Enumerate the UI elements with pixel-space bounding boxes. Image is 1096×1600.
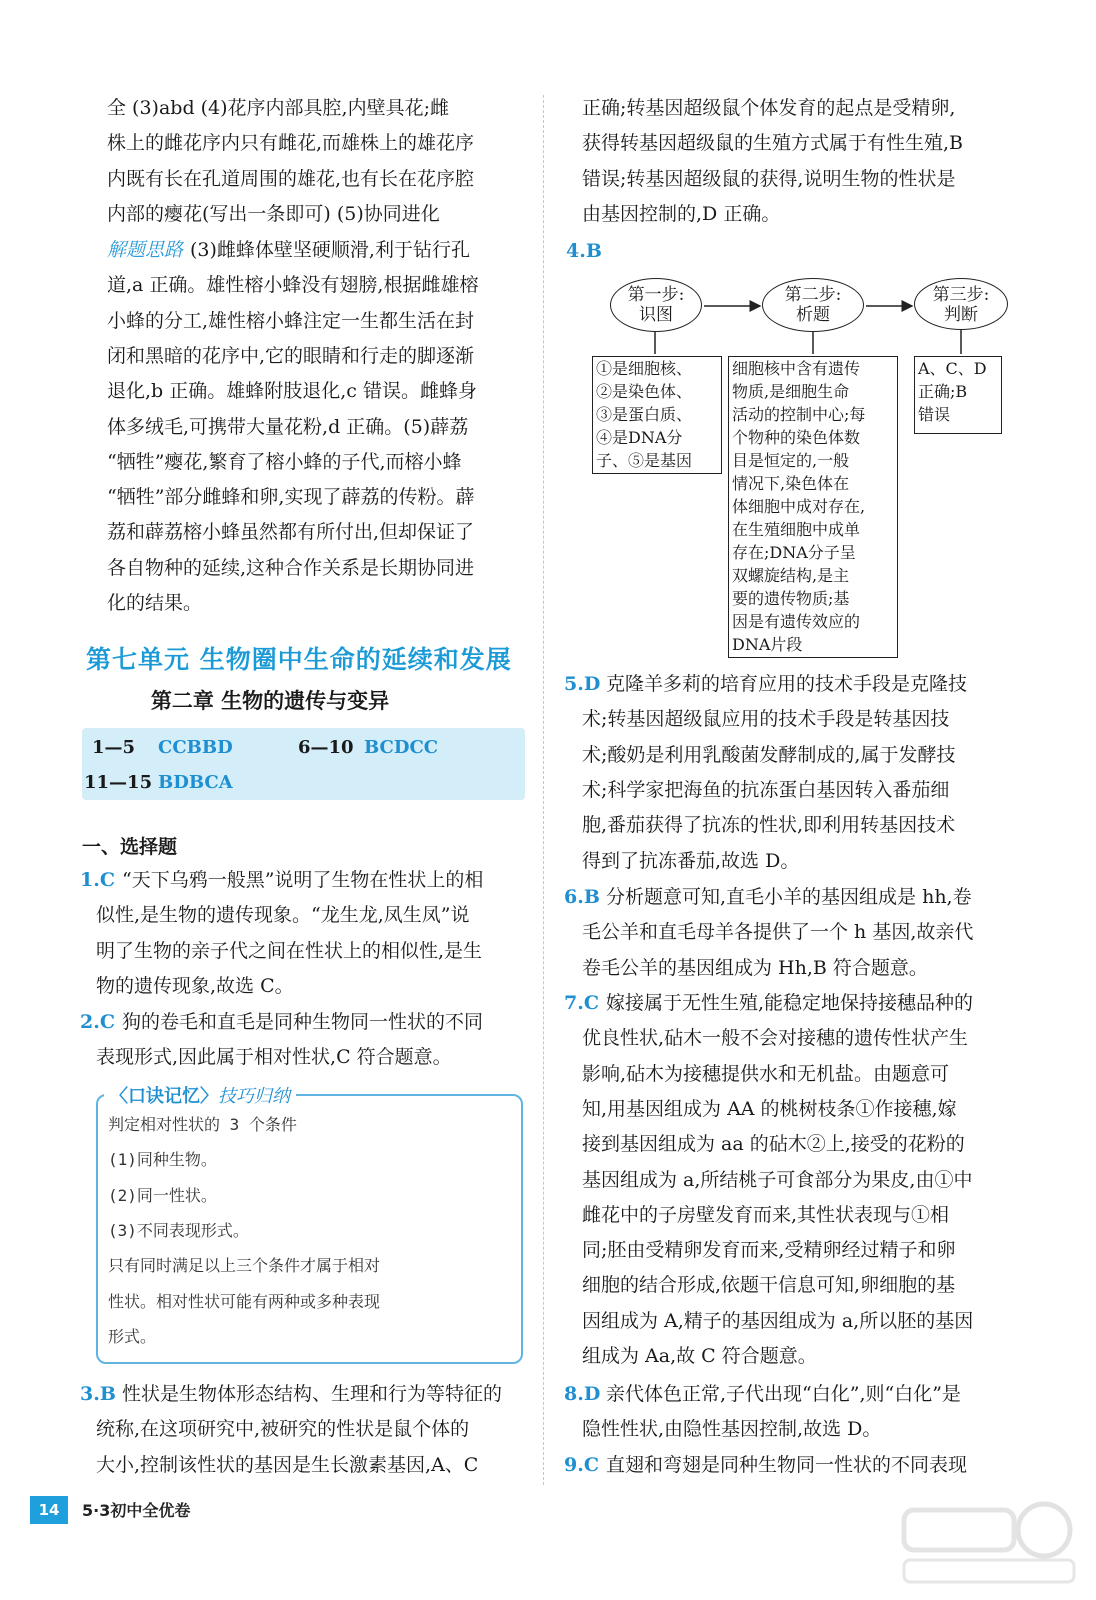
flow-text-line: ①是细胞核、 [596, 359, 693, 378]
question-number: 5.D [564, 673, 601, 695]
flow-text-line: ②是染色体、 [596, 382, 693, 401]
flow-text-line: ④是DNA分 [596, 428, 683, 447]
text-line: 退化,b 正确。雄蜂附肢退化,c 错误。雌蜂身 [107, 380, 477, 403]
flow-text-line: 在生殖细胞中成单 [732, 520, 861, 539]
flow-text-line: 双螺旋结构,是主 [732, 566, 850, 585]
unit-title: 第七单元 生物圈中生命的延续和发展 [86, 645, 512, 674]
text-line: 表现形式,因此属于相对性状,C 符合题意。 [96, 1046, 452, 1069]
text-line: 直翅和弯翅是同种生物同一性状的不同表现 [606, 1454, 968, 1476]
text-line: 狗的卷毛和直毛是同种生物同一性状的不同 [122, 1011, 484, 1033]
flow-diagram [580, 272, 1030, 672]
step2-ellipse [762, 278, 864, 332]
text-line: 获得转基因超级鼠的生殖方式属于有性生殖,B [582, 132, 964, 155]
text-line: 细胞的结合形成,依题干信息可知,卵细胞的基 [582, 1274, 956, 1297]
column-divider [543, 95, 545, 1485]
text-line: 术;酸奶是利用乳酸菌发酵制成的,属于发酵技 [582, 743, 956, 766]
flow-text-line: 要的遗传物质;基 [732, 589, 850, 608]
question-number: 7.C [564, 992, 599, 1014]
text-line: 内既有长在孔道周围的雄花,也有长在花序腔 [107, 167, 475, 190]
text-line: 似性,是生物的遗传现象。“龙生龙,凤生凤”说 [96, 904, 470, 927]
flow-text-line: ③是蛋白质、 [596, 405, 693, 424]
flow-text-line: 个物种的染色体数 [732, 428, 861, 447]
text-line: 内部的瘿花(写出一条即可) (5)协同进化 [107, 202, 440, 225]
text-line: 明了生物的亲子代之间在性状上的相似性,是生 [96, 939, 483, 962]
tip-line: 判定相对性状的 3 个条件 [108, 1115, 297, 1134]
page-number: 14 [30, 1496, 68, 1524]
text-line: 知,用基因组成为 AA 的桃树枝条①作接穗,嫁 [582, 1097, 957, 1120]
step2-label: 第二步: [784, 285, 842, 305]
text-line: 物的遗传现象,故选 C。 [96, 974, 294, 997]
text-line: “牺牲”瘿花,繁育了榕小蜂的子代,而榕小蜂 [107, 450, 462, 473]
text-line: 术;科学家把海鱼的抗冻蛋白基因转入番茄细 [582, 778, 950, 801]
text-line: 荔和薜荔榕小蜂虽然都有所付出,但却保证了 [107, 521, 475, 544]
flow-text-line: 活动的控制中心;每 [732, 405, 866, 424]
answer-values: CCBBD [158, 737, 233, 758]
step3-box [914, 356, 1002, 434]
text-line: 道,a 正确。雄性榕小蜂没有翅膀,根据雌雄榕 [107, 274, 479, 297]
flow-text-line: 物质,是细胞生命 [732, 382, 850, 401]
text-line: 错误;转基因超级鼠的获得,说明生物的性状是 [582, 167, 956, 190]
text-line: 嫁接属于无性生殖,能稳定地保持接穗品种的 [606, 992, 974, 1014]
section-title: 一、选择题 [82, 836, 178, 858]
text-line: 组成为 Aa,故 C 符合题意。 [582, 1345, 817, 1367]
step1-text: 识图 [639, 305, 673, 325]
text-line: 统称,在这项研究中,被研究的性状是鼠个体的 [96, 1418, 470, 1441]
watermark-logo [894, 1490, 1080, 1590]
text-line: 同;胚由受精卵发育而来,受精卵经过精子和卵 [582, 1239, 956, 1262]
text-line: 毛公羊和直毛母羊各提供了一个 h 基因,故亲代 [582, 921, 974, 944]
text-line: 因组成为 A,精子的基因组成为 a,所以胚的基因 [582, 1309, 974, 1332]
text-line: 各自物种的延续,这种合作关系是长期协同进 [107, 556, 475, 579]
answer-range: 11—15 [84, 772, 153, 793]
text-line: 闭和黑暗的花序中,它的眼睛和行走的脚逐渐 [107, 344, 475, 367]
flow-text-line: 错误 [918, 405, 951, 424]
text-line: 亲代体色正常,子代出现“白化”,则“白化”是 [606, 1383, 961, 1405]
question-number: 3.B [80, 1383, 116, 1405]
answer-key-box [82, 728, 525, 800]
step3-text: 判断 [944, 305, 978, 325]
text-line: 卷毛公羊的基因组成为 Hh,B 符合题意。 [582, 956, 928, 979]
step1-label: 第一步: [627, 285, 685, 305]
flow-text-line: DNA片段 [732, 635, 803, 654]
answer-range: 1—5 [92, 737, 136, 758]
text-line: “牺牲”部分雌蜂和卵,实现了薜荔的传粉。薜 [107, 486, 475, 509]
text-line: 正确;转基因超级鼠个体发育的起点是受精卵, [582, 97, 956, 119]
answer-values: BDBCA [158, 772, 233, 793]
text-line: 由基因控制的,D 正确。 [582, 202, 781, 225]
tip-line: 性状。相对性状可能有两种或多种表现 [108, 1291, 381, 1311]
text-line: 体多绒毛,可携带大量花粉,d 正确。(5)薜荔 [107, 415, 469, 438]
text-line: 接到基因组成为 aa 的砧木②上,接受的花粉的 [582, 1133, 965, 1156]
tip-line: 形式。 [108, 1326, 157, 1346]
step1-box [592, 356, 722, 474]
flow-text-line: 子、⑤是基因 [596, 451, 693, 470]
text-line: 全 (3)abd (4)花序内部具腔,内壁具花;雌 [107, 97, 450, 119]
question-4-number: 4.B [566, 240, 602, 262]
tip-heading [104, 1082, 296, 1108]
flow-text-line: A、C、D [918, 359, 987, 378]
tip-heading-sub: 技巧归纳 [218, 1086, 290, 1107]
analysis-label: 解题思路 [107, 239, 184, 261]
text-line: 大小,控制该性状的基因是生长激素基因,A、C [96, 1453, 479, 1476]
text-line: 性状是生物体形态结构、生理和行为等特征的 [122, 1383, 503, 1405]
text-line: 株上的雌花序内只有雌花,而雄株上的雄花序 [107, 132, 475, 155]
text-line: 隐性性状,由隐性基因控制,故选 D。 [582, 1418, 882, 1441]
flow-text-line: 情况下,染色体在 [732, 474, 850, 493]
text-line: 基因组成为 a,所结桃子可食部分为果皮,由①中 [582, 1168, 973, 1191]
chapter-title: 第二章 生物的遗传与变异 [150, 689, 390, 713]
text-line: 优良性状,砧木一般不会对接穗的遗传性状产生 [582, 1027, 969, 1050]
step1-ellipse [610, 278, 702, 332]
flow-text-line: 存在;DNA分子呈 [732, 543, 856, 562]
text-line: “天下乌鸦一般黑”说明了生物在性状上的相 [122, 869, 484, 891]
tip-line: (1)同种生物。 [108, 1150, 217, 1170]
tip-heading-main: 〈口诀记忆〉 [110, 1086, 218, 1107]
answer-range: 6—10 [298, 737, 354, 758]
text-line: 得到了抗冻番茄,故选 D。 [582, 849, 800, 872]
question-number: 6.B [564, 886, 600, 908]
text-line: 胞,番茄获得了抗冻的性状,即利用转基因技术 [582, 814, 956, 837]
step3-label: 第三步: [932, 285, 990, 305]
step2-text: 析题 [796, 305, 830, 325]
book-title: 5·3初中全优卷 [82, 1501, 191, 1520]
tip-line: (3)不同表现形式。 [108, 1220, 249, 1240]
flow-text-line: 体细胞中成对存在, [732, 497, 866, 516]
flow-text-line: 目是恒定的,一般 [732, 451, 850, 470]
text-line: 术;转基因超级鼠应用的技术手段是转基因技 [582, 708, 950, 731]
flow-text-line: 因是有遗传效应的 [732, 612, 861, 631]
flow-text-line: 细胞核中含有遗传 [732, 359, 861, 378]
step2-box [728, 356, 898, 658]
text-line: 小蜂的分工,雄性榕小蜂注定一生都生活在封 [107, 309, 475, 332]
flow-text-line: 正确;B [918, 382, 968, 401]
answer-values: BCDCC [364, 737, 439, 758]
text-line: 克隆羊多莉的培育应用的技术手段是克隆技 [606, 673, 968, 695]
question-number: 1.C [80, 869, 115, 891]
text-line: 影响,砧木为接穗提供水和无机盐。由题意可 [582, 1062, 950, 1085]
tip-line: (2)同一性状。 [108, 1185, 217, 1205]
question-number: 2.C [80, 1011, 115, 1033]
question-number: 8.D [564, 1383, 601, 1405]
step3-ellipse [914, 278, 1008, 330]
question-number: 9.C [564, 1454, 599, 1476]
watermark-icon [894, 1490, 1080, 1590]
text-line: (3)雌蜂体壁坚硬顺滑,利于钻行孔 [190, 239, 470, 261]
text-line: 分析题意可知,直毛小羊的基因组成是 hh,卷 [606, 886, 972, 908]
tip-line: 只有同时满足以上三个条件才属于相对 [108, 1256, 381, 1276]
text-line: 化的结果。 [107, 592, 203, 614]
text-line: 雌花中的子房壁发育而来,其性状表现与①相 [582, 1203, 950, 1226]
